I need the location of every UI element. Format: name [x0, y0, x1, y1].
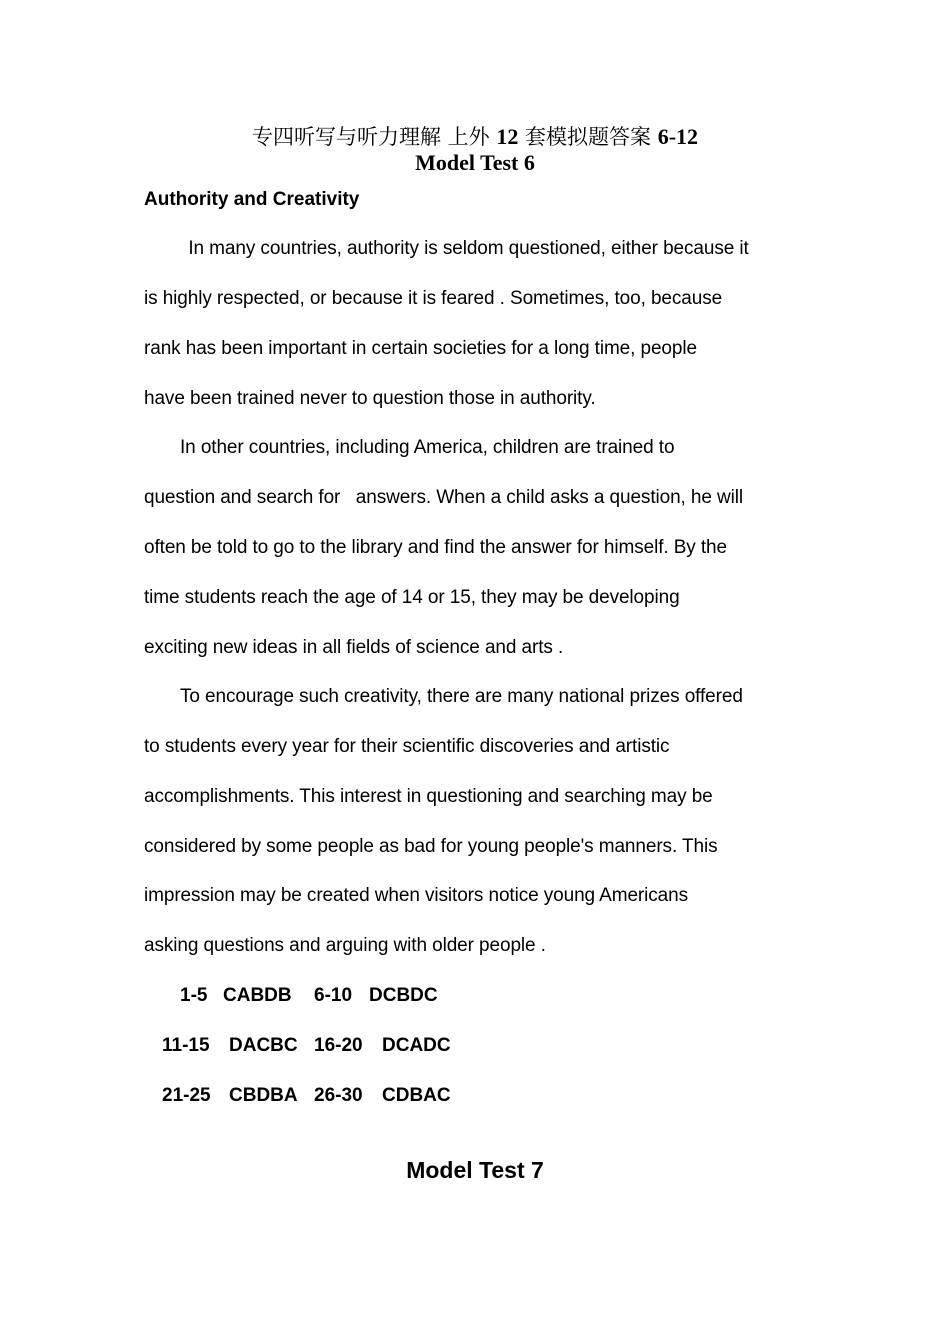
passage-line: question and search for answers. When a child asks a question, he will [144, 487, 744, 508]
title-middle: 套模拟题答案 [518, 125, 658, 149]
answer-range: 11-15 [162, 1035, 210, 1056]
passage-line: In many countries, authority is seldom questioned, either because it [178, 238, 749, 259]
passage-line: accomplishments. This interest in questioning and searching may be [144, 786, 713, 807]
passage-line: asking questions and arguing with older people . [144, 935, 546, 956]
answer-key: DCBDC [369, 985, 438, 1006]
passage-line: impression may be created when visitors notice young Americans [144, 885, 689, 906]
answer-range: 6-10 [314, 985, 353, 1006]
title-range: 6-12 [657, 124, 699, 149]
passage-line: time students reach the age of 14 or 15, they may be developing [144, 587, 680, 608]
model-test-7-heading: Model Test 7 [406, 1157, 544, 1183]
passage-line: is highly respected, or because it is feared . Sometimes, too, because [144, 288, 723, 309]
passage-line: rank has been important in certain societies for a long time, people [144, 338, 697, 359]
passage-line: often be told to go to the library and find the answer for himself. By the [144, 537, 727, 558]
title-prefix: 专四听写与听力理解 上外 [251, 125, 497, 149]
passage-title: Authority and Creativity [144, 189, 360, 210]
passage-line: have been trained never to question those in authority. [144, 388, 596, 409]
answer-key: DCADC [382, 1035, 451, 1056]
answer-range: 1-5 [180, 985, 208, 1006]
answer-range: 16-20 [314, 1035, 363, 1056]
answer-key: DACBC [229, 1035, 298, 1056]
answer-range: 21-25 [162, 1085, 211, 1106]
answer-key: CABDB [223, 985, 292, 1006]
passage-line: considered by some people as bad for young people's manners. This [144, 836, 718, 857]
document-title [0, 124, 950, 150]
answer-range: 26-30 [314, 1085, 363, 1106]
title-number: 12 [496, 124, 519, 149]
passage-line: In other countries, including America, children are trained to [180, 437, 675, 458]
answer-key: CBDBA [229, 1085, 298, 1106]
passage-line: To encourage such creativity, there are many national prizes offered [180, 686, 743, 707]
passage-line: exciting new ideas in all fields of science and arts . [144, 637, 564, 658]
passage-line: to students every year for their scientific discoveries and artistic [144, 736, 670, 757]
model-test-6-heading: Model Test 6 [415, 150, 535, 175]
answer-key: CDBAC [382, 1085, 451, 1106]
